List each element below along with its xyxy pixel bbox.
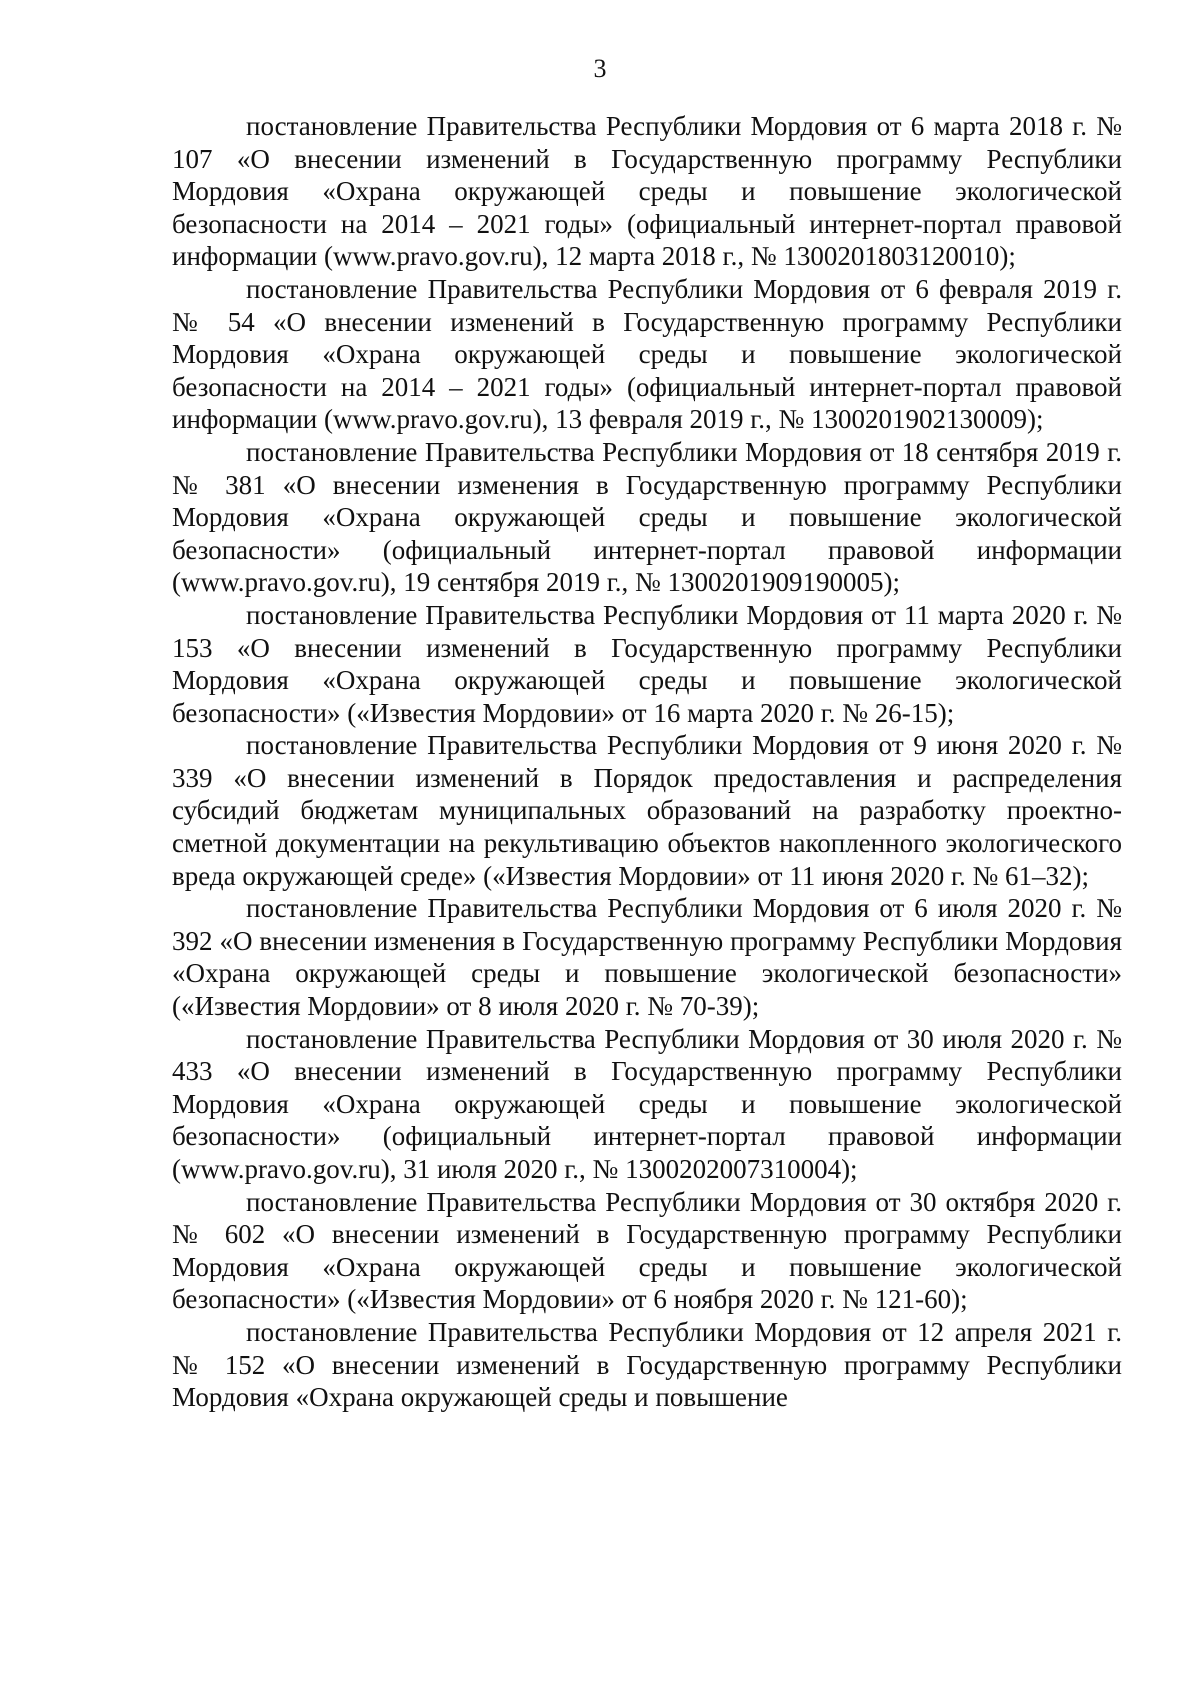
paragraph-resolution-339: постановление Правительства Республики Мордовия от 9 июня 2020 г. № 339 «О внесении изменений в Порядок предоставления и распределения субсидий бюджетам муниципальных образований на разработку проектно-сметной документации на рекультивацию объектов накопленного экологического вреда окружающей среде» («Известия Мордовии» от 11 июня 2020 г. № 61–32); xyxy=(172,730,1122,891)
paragraph-resolution-153: постановление Правительства Республики Мордовия от 11 марта 2020 г. № 153 «О внесении изменений в Государственную программу Республики Мордовия «Охрана окружающей среды и повышение экологической безопасности» («Известия Мордовии» от 16 марта 2020 г. № 26-15); xyxy=(172,599,1122,728)
paragraph-resolution-54: постановление Правительства Республики Мордовия от 6 февраля 2019 г. № 54 «О внесении изменений в Государственную программу Республики Мордовия «Охрана окружающей среды и повышение экологической безопасности на 2014 – 2021 годы» (официальный интернет-портал правовой информации (www.pravo.gov.ru), 13 февраля 2019 г., № 1300201902130009); xyxy=(172,273,1122,435)
paragraph-resolution-433: постановление Правительства Республики Мордовия от 30 июля 2020 г. № 433 «О внесении изменений в Государственную программу Республики Мордовия «Охрана окружающей среды и повышение экологической безопасности» (официальный интернет-портал правовой информации (www.pravo.gov.ru), 31 июля 2020 г., № 1300202007310004); xyxy=(172,1023,1122,1184)
paragraph-resolution-152: постановление Правительства Республики Мордовия от 12 апреля 2021 г. № 152 «О внесении изменений в Государственную программу Республики Мордовия «Охрана окружающей среды и повышение xyxy=(172,1316,1122,1413)
document-body xyxy=(172,110,1122,1414)
paragraph-resolution-381: постановление Правительства Республики Мордовия от 18 сентября 2019 г. № 381 «О внесении изменения в Государственную программу Республики Мордовия «Охрана окружающей среды и повышение экологической безопасности» (официальный интернет-портал правовой информации (www.pravo.gov.ru), 19 сентября 2019 г., № 1300201909190005); xyxy=(172,436,1122,598)
paragraph-resolution-107: постановление Правительства Республики Мордовия от 6 марта 2018 г. № 107 «О внесении изменений в Государственную программу Республики Мордовия «Охрана окружающей среды и повышение экологической безопасности на 2014 – 2021 годы» (официальный интернет-портал правовой информации (www.pravo.gov.ru), 12 марта 2018 г., № 1300201803120010); xyxy=(172,111,1122,272)
paragraph-resolution-392: постановление Правительства Республики Мордовия от 6 июля 2020 г. № 392 «О внесении изменения в Государственную программу Республики Мордовия «Охрана окружающей среды и повышение экологической безопасности» («Известия Мордовии» от 8 июля 2020 г. № 70-39); xyxy=(172,893,1122,1022)
page-number: 3 xyxy=(593,54,607,83)
paragraph-resolution-602: постановление Правительства Республики Мордовия от 30 октября 2020 г. № 602 «О внесении изменений в Государственную программу Республики Мордовия «Охрана окружающей среды и повышение экологической безопасности» («Известия Мордовии» от 6 ноября 2020 г. № 121-60); xyxy=(172,1186,1122,1315)
